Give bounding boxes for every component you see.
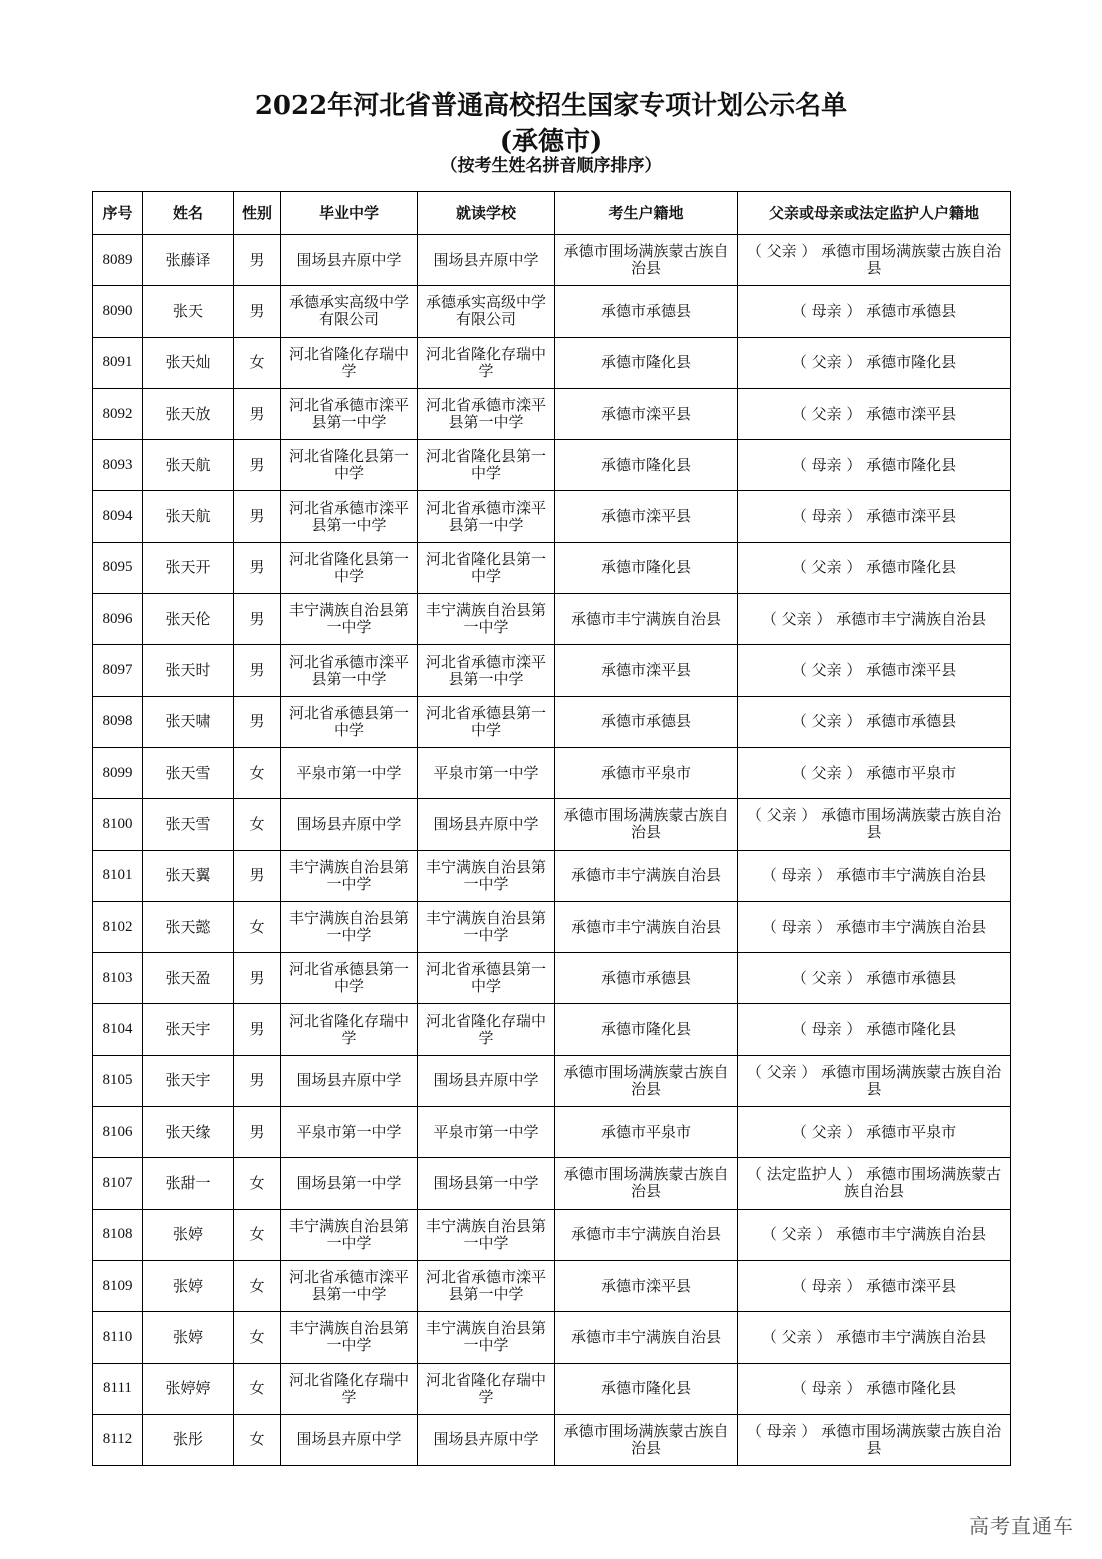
cell-gender: 女 xyxy=(234,1312,281,1363)
header-serial: 序号 xyxy=(93,192,143,235)
cell-name: 张天懿 xyxy=(143,901,234,952)
header-guardian-residence: 父亲或母亲或法定监护人户籍地 xyxy=(738,192,1011,235)
table-header-row xyxy=(93,192,1011,235)
cell-serial: 8091 xyxy=(93,337,143,388)
admission-roster-table xyxy=(92,191,1011,1466)
table-row xyxy=(93,1209,1011,1260)
cell-current-school: 围场县卉原中学 xyxy=(418,1414,555,1465)
cell-name: 张天雪 xyxy=(143,799,234,850)
cell-guardian-residence: （ 母亲 ） 承德市围场满族蒙古族自治县 xyxy=(738,1414,1011,1465)
header-graduation-school: 毕业中学 xyxy=(281,192,418,235)
cell-gender: 女 xyxy=(234,1363,281,1414)
watermark: 高考直通车 xyxy=(969,1514,1074,1538)
cell-graduation-school: 河北省承德市滦平县第一中学 xyxy=(281,1260,418,1311)
cell-student-residence: 承德市滦平县 xyxy=(555,645,738,696)
table-row xyxy=(93,542,1011,593)
cell-gender: 男 xyxy=(234,953,281,1004)
cell-guardian-residence: （ 母亲 ） 承德市丰宁满族自治县 xyxy=(738,850,1011,901)
cell-serial: 8112 xyxy=(93,1414,143,1465)
cell-student-residence: 承德市丰宁满族自治县 xyxy=(555,1209,738,1260)
cell-student-residence: 承德市平泉市 xyxy=(555,747,738,798)
cell-gender: 男 xyxy=(234,850,281,901)
cell-graduation-school: 丰宁满族自治县第一中学 xyxy=(281,850,418,901)
cell-current-school: 河北省承德县第一中学 xyxy=(418,953,555,1004)
cell-name: 张婷婷 xyxy=(143,1363,234,1414)
cell-student-residence: 承德市隆化县 xyxy=(555,1363,738,1414)
cell-student-residence: 承德市隆化县 xyxy=(555,1004,738,1055)
cell-current-school: 丰宁满族自治县第一中学 xyxy=(418,1312,555,1363)
cell-graduation-school: 河北省隆化存瑞中学 xyxy=(281,1363,418,1414)
cell-gender: 男 xyxy=(234,235,281,286)
cell-guardian-residence: （ 父亲 ） 承德市围场满族蒙古族自治县 xyxy=(738,799,1011,850)
cell-guardian-residence: （ 母亲 ） 承德市滦平县 xyxy=(738,1260,1011,1311)
cell-student-residence: 承德市承德县 xyxy=(555,696,738,747)
table-row xyxy=(93,1107,1011,1158)
cell-name: 张天放 xyxy=(143,388,234,439)
cell-serial: 8111 xyxy=(93,1363,143,1414)
cell-guardian-residence: （ 父亲 ） 承德市滦平县 xyxy=(738,645,1011,696)
cell-guardian-residence: （ 父亲 ） 承德市围场满族蒙古族自治县 xyxy=(738,1055,1011,1106)
table-row xyxy=(93,1055,1011,1106)
cell-serial: 8097 xyxy=(93,645,143,696)
cell-name: 张天灿 xyxy=(143,337,234,388)
table-row xyxy=(93,1158,1011,1209)
header-name: 姓名 xyxy=(143,192,234,235)
cell-graduation-school: 丰宁满族自治县第一中学 xyxy=(281,594,418,645)
cell-guardian-residence: （ 父亲 ） 承德市围场满族蒙古族自治县 xyxy=(738,235,1011,286)
table-row xyxy=(93,388,1011,439)
cell-graduation-school: 丰宁满族自治县第一中学 xyxy=(281,1209,418,1260)
cell-graduation-school: 围场县卉原中学 xyxy=(281,799,418,850)
cell-gender: 男 xyxy=(234,388,281,439)
cell-gender: 女 xyxy=(234,799,281,850)
cell-name: 张天宇 xyxy=(143,1055,234,1106)
cell-graduation-school: 围场县第一中学 xyxy=(281,1158,418,1209)
cell-gender: 男 xyxy=(234,1004,281,1055)
cell-gender: 女 xyxy=(234,1209,281,1260)
cell-current-school: 承德承实高级中学有限公司 xyxy=(418,286,555,337)
cell-student-residence: 承德市滦平县 xyxy=(555,491,738,542)
cell-serial: 8105 xyxy=(93,1055,143,1106)
cell-name: 张天航 xyxy=(143,491,234,542)
table-row xyxy=(93,491,1011,542)
cell-gender: 男 xyxy=(234,440,281,491)
cell-serial: 8099 xyxy=(93,747,143,798)
cell-student-residence: 承德市隆化县 xyxy=(555,440,738,491)
cell-gender: 男 xyxy=(234,286,281,337)
cell-guardian-residence: （ 父亲 ） 承德市隆化县 xyxy=(738,337,1011,388)
cell-guardian-residence: （ 母亲 ） 承德市隆化县 xyxy=(738,1363,1011,1414)
header-current-school: 就读学校 xyxy=(418,192,555,235)
cell-guardian-residence: （ 法定监护人 ） 承德市围场满族蒙古族自治县 xyxy=(738,1158,1011,1209)
cell-serial: 8103 xyxy=(93,953,143,1004)
cell-current-school: 河北省承德县第一中学 xyxy=(418,696,555,747)
cell-name: 张藤译 xyxy=(143,235,234,286)
cell-gender: 男 xyxy=(234,1055,281,1106)
cell-name: 张甜一 xyxy=(143,1158,234,1209)
cell-student-residence: 承德市围场满族蒙古族自治县 xyxy=(555,1414,738,1465)
table-row xyxy=(93,953,1011,1004)
cell-serial: 8108 xyxy=(93,1209,143,1260)
cell-graduation-school: 河北省承德市滦平县第一中学 xyxy=(281,388,418,439)
cell-graduation-school: 河北省隆化存瑞中学 xyxy=(281,1004,418,1055)
cell-gender: 女 xyxy=(234,1414,281,1465)
cell-guardian-residence: （ 父亲 ） 承德市承德县 xyxy=(738,696,1011,747)
cell-current-school: 河北省承德市滦平县第一中学 xyxy=(418,491,555,542)
cell-student-residence: 承德市围场满族蒙古族自治县 xyxy=(555,1158,738,1209)
sort-note: （按考生姓名拼音顺序排序） xyxy=(440,156,662,176)
cell-name: 张天 xyxy=(143,286,234,337)
cell-current-school: 围场县卉原中学 xyxy=(418,799,555,850)
cell-name: 张天盈 xyxy=(143,953,234,1004)
cell-guardian-residence: （ 母亲 ） 承德市隆化县 xyxy=(738,1004,1011,1055)
cell-guardian-residence: （ 父亲 ） 承德市丰宁满族自治县 xyxy=(738,1312,1011,1363)
table-row xyxy=(93,286,1011,337)
cell-name: 张天伦 xyxy=(143,594,234,645)
cell-student-residence: 承德市丰宁满族自治县 xyxy=(555,850,738,901)
cell-guardian-residence: （ 父亲 ） 承德市平泉市 xyxy=(738,747,1011,798)
cell-student-residence: 承德市平泉市 xyxy=(555,1107,738,1158)
cell-gender: 女 xyxy=(234,747,281,798)
cell-current-school: 围场县第一中学 xyxy=(418,1158,555,1209)
cell-guardian-residence: （ 父亲 ） 承德市丰宁满族自治县 xyxy=(738,1209,1011,1260)
cell-gender: 男 xyxy=(234,491,281,542)
cell-gender: 男 xyxy=(234,542,281,593)
cell-current-school: 丰宁满族自治县第一中学 xyxy=(418,850,555,901)
cell-current-school: 围场县卉原中学 xyxy=(418,235,555,286)
cell-graduation-school: 围场县卉原中学 xyxy=(281,1055,418,1106)
table-row xyxy=(93,1312,1011,1363)
cell-student-residence: 承德市隆化县 xyxy=(555,542,738,593)
cell-current-school: 平泉市第一中学 xyxy=(418,747,555,798)
table-row xyxy=(93,440,1011,491)
table-body xyxy=(93,235,1011,1466)
cell-gender: 女 xyxy=(234,1260,281,1311)
table-row xyxy=(93,747,1011,798)
cell-guardian-residence: （ 母亲 ） 承德市丰宁满族自治县 xyxy=(738,901,1011,952)
table-row xyxy=(93,850,1011,901)
cell-name: 张婷 xyxy=(143,1312,234,1363)
cell-gender: 女 xyxy=(234,1158,281,1209)
cell-student-residence: 承德市承德县 xyxy=(555,286,738,337)
cell-student-residence: 承德市围场满族蒙古族自治县 xyxy=(555,799,738,850)
cell-name: 张彤 xyxy=(143,1414,234,1465)
cell-current-school: 河北省隆化存瑞中学 xyxy=(418,1363,555,1414)
cell-graduation-school: 平泉市第一中学 xyxy=(281,747,418,798)
table-row xyxy=(93,1004,1011,1055)
cell-graduation-school: 丰宁满族自治县第一中学 xyxy=(281,1312,418,1363)
table-row xyxy=(93,799,1011,850)
cell-current-school: 河北省承德市滦平县第一中学 xyxy=(418,1260,555,1311)
cell-name: 张天缘 xyxy=(143,1107,234,1158)
cell-current-school: 平泉市第一中学 xyxy=(418,1107,555,1158)
cell-guardian-residence: （ 母亲 ） 承德市滦平县 xyxy=(738,491,1011,542)
cell-current-school: 丰宁满族自治县第一中学 xyxy=(418,901,555,952)
cell-graduation-school: 围场县卉原中学 xyxy=(281,235,418,286)
cell-name: 张天雪 xyxy=(143,747,234,798)
cell-guardian-residence: （ 母亲 ） 承德市隆化县 xyxy=(738,440,1011,491)
cell-graduation-school: 承德承实高级中学有限公司 xyxy=(281,286,418,337)
cell-guardian-residence: （ 母亲 ） 承德市承德县 xyxy=(738,286,1011,337)
cell-student-residence: 承德市丰宁满族自治县 xyxy=(555,594,738,645)
cell-name: 张天开 xyxy=(143,542,234,593)
cell-gender: 女 xyxy=(234,337,281,388)
cell-serial: 8090 xyxy=(93,286,143,337)
cell-current-school: 河北省隆化存瑞中学 xyxy=(418,1004,555,1055)
document-subtitle: (承德市) xyxy=(499,127,603,157)
table-row xyxy=(93,235,1011,286)
cell-current-school: 河北省隆化县第一中学 xyxy=(418,542,555,593)
cell-student-residence: 承德市滦平县 xyxy=(555,1260,738,1311)
cell-graduation-school: 河北省承德县第一中学 xyxy=(281,953,418,1004)
cell-serial: 8095 xyxy=(93,542,143,593)
table-row xyxy=(93,1414,1011,1465)
cell-serial: 8109 xyxy=(93,1260,143,1311)
table-row xyxy=(93,1363,1011,1414)
cell-student-residence: 承德市丰宁满族自治县 xyxy=(555,901,738,952)
cell-student-residence: 承德市承德县 xyxy=(555,953,738,1004)
cell-serial: 8106 xyxy=(93,1107,143,1158)
cell-graduation-school: 河北省承德市滦平县第一中学 xyxy=(281,491,418,542)
cell-serial: 8110 xyxy=(93,1312,143,1363)
cell-name: 张天时 xyxy=(143,645,234,696)
cell-current-school: 河北省隆化县第一中学 xyxy=(418,440,555,491)
header-gender: 性别 xyxy=(234,192,281,235)
cell-gender: 女 xyxy=(234,901,281,952)
cell-name: 张天啸 xyxy=(143,696,234,747)
cell-graduation-school: 围场县卉原中学 xyxy=(281,1414,418,1465)
cell-name: 张婷 xyxy=(143,1209,234,1260)
cell-serial: 8107 xyxy=(93,1158,143,1209)
cell-current-school: 围场县卉原中学 xyxy=(418,1055,555,1106)
cell-current-school: 丰宁满族自治县第一中学 xyxy=(418,594,555,645)
table-row xyxy=(93,594,1011,645)
cell-gender: 男 xyxy=(234,1107,281,1158)
cell-graduation-school: 平泉市第一中学 xyxy=(281,1107,418,1158)
table-row xyxy=(93,337,1011,388)
table-row xyxy=(93,696,1011,747)
cell-student-residence: 承德市围场满族蒙古族自治县 xyxy=(555,235,738,286)
cell-guardian-residence: （ 父亲 ） 承德市平泉市 xyxy=(738,1107,1011,1158)
cell-name: 张天翼 xyxy=(143,850,234,901)
cell-current-school: 丰宁满族自治县第一中学 xyxy=(418,1209,555,1260)
cell-student-residence: 承德市滦平县 xyxy=(555,388,738,439)
cell-student-residence: 承德市围场满族蒙古族自治县 xyxy=(555,1055,738,1106)
cell-graduation-school: 河北省承德县第一中学 xyxy=(281,696,418,747)
cell-guardian-residence: （ 父亲 ） 承德市承德县 xyxy=(738,953,1011,1004)
table-row xyxy=(93,901,1011,952)
cell-graduation-school: 河北省隆化县第一中学 xyxy=(281,440,418,491)
cell-serial: 8093 xyxy=(93,440,143,491)
cell-serial: 8089 xyxy=(93,235,143,286)
cell-serial: 8098 xyxy=(93,696,143,747)
cell-serial: 8094 xyxy=(93,491,143,542)
cell-gender: 男 xyxy=(234,594,281,645)
cell-serial: 8092 xyxy=(93,388,143,439)
cell-serial: 8104 xyxy=(93,1004,143,1055)
cell-guardian-residence: （ 父亲 ） 承德市丰宁满族自治县 xyxy=(738,594,1011,645)
cell-graduation-school: 河北省承德市滦平县第一中学 xyxy=(281,645,418,696)
cell-name: 张天航 xyxy=(143,440,234,491)
cell-serial: 8096 xyxy=(93,594,143,645)
cell-serial: 8102 xyxy=(93,901,143,952)
cell-student-residence: 承德市隆化县 xyxy=(555,337,738,388)
cell-current-school: 河北省隆化存瑞中学 xyxy=(418,337,555,388)
table-row xyxy=(93,1260,1011,1311)
cell-graduation-school: 河北省隆化县第一中学 xyxy=(281,542,418,593)
cell-name: 张天宇 xyxy=(143,1004,234,1055)
cell-current-school: 河北省承德市滦平县第一中学 xyxy=(418,645,555,696)
document-title: 2022年河北省普通高校招生国家专项计划公示名单 xyxy=(254,91,848,121)
cell-guardian-residence: （ 父亲 ） 承德市隆化县 xyxy=(738,542,1011,593)
header-student-residence: 考生户籍地 xyxy=(555,192,738,235)
cell-serial: 8100 xyxy=(93,799,143,850)
table-row xyxy=(93,645,1011,696)
cell-gender: 男 xyxy=(234,696,281,747)
cell-graduation-school: 河北省隆化存瑞中学 xyxy=(281,337,418,388)
cell-guardian-residence: （ 父亲 ） 承德市滦平县 xyxy=(738,388,1011,439)
cell-serial: 8101 xyxy=(93,850,143,901)
cell-graduation-school: 丰宁满族自治县第一中学 xyxy=(281,901,418,952)
cell-name: 张婷 xyxy=(143,1260,234,1311)
cell-current-school: 河北省承德市滦平县第一中学 xyxy=(418,388,555,439)
cell-student-residence: 承德市丰宁满族自治县 xyxy=(555,1312,738,1363)
cell-gender: 男 xyxy=(234,645,281,696)
